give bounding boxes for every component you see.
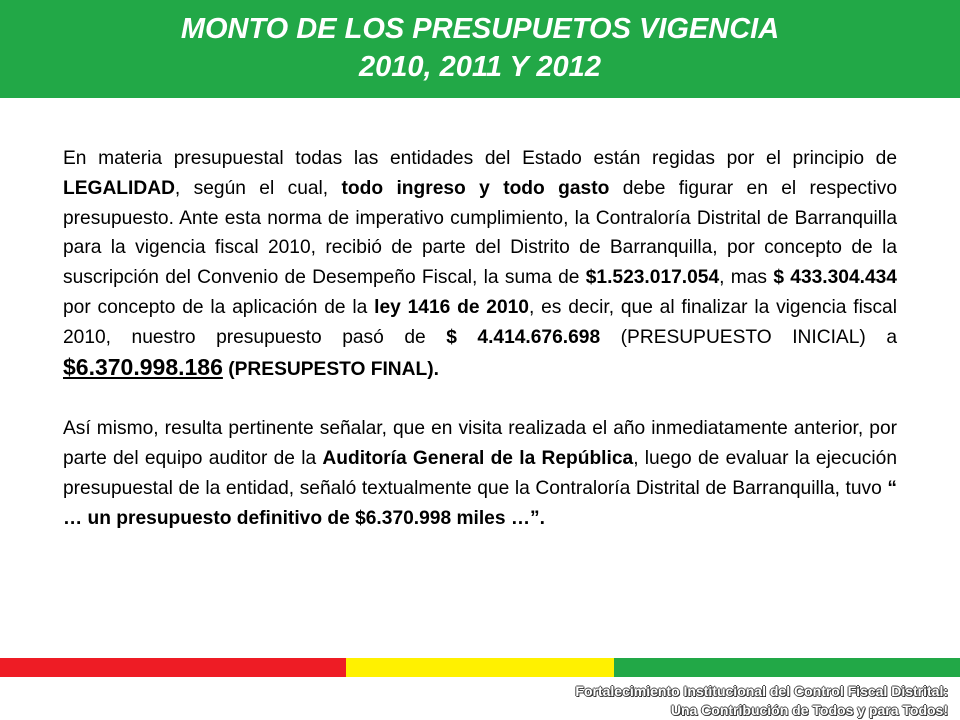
yellow-stripe [346, 658, 614, 677]
footer-line-2: Una Contribución de Todos y para Todos! [670, 702, 948, 718]
text-segment: , según el cual, [174, 177, 342, 199]
body-text [63, 144, 897, 534]
text-segment: por concepto de la aplicación de la [63, 296, 375, 318]
text-segment: , es decir, que al finalizar la vigencia fiscal 2010, nuestro presupuesto pasó de [63, 296, 897, 348]
law-reference: ley 1416 de 2010 [374, 296, 529, 318]
text-segment: En materia presupuestal todas las entidades del Estado están regidas por el principio de [63, 148, 897, 169]
paragraph-legalidad [63, 144, 897, 384]
bold-quote: “ … un presupuesto definitivo de $6.370.998 miles …”. [63, 477, 897, 529]
page-title-line-2: 2010, 2011 Y 2012 [359, 51, 601, 83]
red-stripe [0, 658, 346, 677]
final-budget-label: (PRESUPESTO FINAL). [222, 358, 439, 380]
amount-convenio: $1.523.017.054 [585, 267, 720, 289]
text-segment: , luego de evaluar la ejecución presupuestal de la entidad, señaló textualmente que la Contraloría Distrital de Barranquilla, tuvo [63, 448, 898, 499]
amount-initial-budget: $ 4.414.676.698 [446, 326, 601, 348]
paragraph-auditoria [63, 414, 897, 533]
bold-legalidad: LEGALIDAD [63, 177, 175, 199]
color-stripes [0, 658, 960, 677]
footer-line-1: Fortalecimiento Institucional del Control Fiscal Distrital: [575, 683, 948, 699]
text-segment: Así mismo, resulta pertinente señalar, que en visita realizada el año inmediatamente anterior, por parte del equipo auditor de la [63, 418, 897, 470]
text-segment: (PRESUPUESTO INICIAL) a [600, 326, 897, 348]
green-stripe [614, 658, 960, 677]
bold-auditoria-general: Auditoría General de la República [322, 448, 634, 470]
text-segment: , mas [719, 267, 774, 289]
amount-ley: $ 433.304.434 [773, 267, 897, 289]
bold-ingreso-gasto: todo ingreso y todo gasto [341, 177, 610, 199]
footer-slogan [575, 682, 948, 720]
page-title-line-1: MONTO DE LOS PRESUPUETOS VIGENCIA [180, 13, 780, 45]
amount-final-budget: $6.370.998.186 [63, 353, 223, 380]
title-banner [0, 0, 960, 98]
text-segment: debe figurar en el respectivo presupuesto. Ante esta norma de imperativo cumplimiento, la Contraloría Distrital de Barranquilla para la vigencia fiscal 2010, recibió de parte del Distrito de Barranquilla, por concepto de la suscripción del Convenio de Desempeño Fiscal, la suma de [63, 177, 898, 289]
